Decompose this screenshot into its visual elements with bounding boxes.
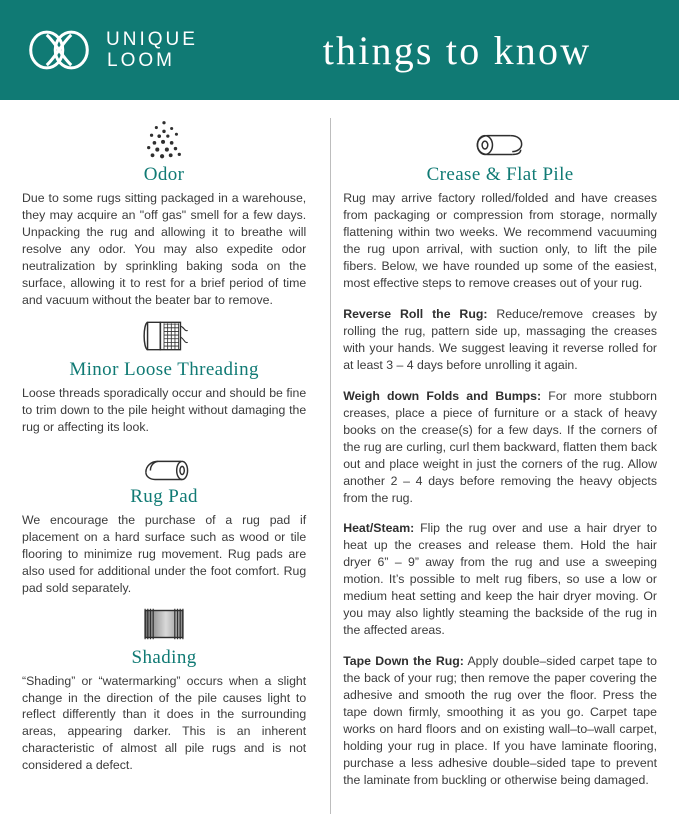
crease-intro-paragraph: Rug may arrive factory rolled/folded and have creases from packaging or compression from storage, normally flattening within two weeks. We recommend vacuuming the rug upon arrival, with suction only, to lift the pile fibers. Below, we have rounded up some of the easiest, most effective steps to remove creases out of your rug. (343, 191, 657, 290)
right-column (341, 114, 657, 824)
section-title-crease-flat-pile: Crease & Flat Pile (426, 164, 574, 185)
section-body-odor: Due to some rugs sitting packaged in a warehouse, they may acquire an "off gas" smell for a few days. Unpacking the rug and allowing it to breathe will resolve any odor. You may also expedite odor neutralization by sprinkling baking soda on the surface, allowing it to rest for a brief period of time and vacuum without the beater bar to remove. (22, 191, 307, 307)
unique-loom-monogram-icon (26, 28, 92, 72)
section-body-minor-loose-threading: Loose threads sporadically occur and should be fine to trim down to the pile height without damaging the rug or affecting its look. (22, 385, 307, 434)
brand-line-2: LOOM (107, 50, 175, 71)
brand-line-1: UNIQUE (106, 28, 198, 50)
page-title: things to know (322, 27, 592, 73)
crease-heat-steam-paragraph (343, 520, 657, 639)
loose-threading-rug-icon (22, 309, 306, 357)
content-area (0, 100, 679, 824)
section-title-rug-pad: Rug Pad (130, 485, 198, 507)
section-odor (22, 114, 306, 309)
column-divider (330, 118, 331, 814)
crease-tape-down-paragraph (343, 653, 657, 789)
section-title-minor-loose-threading: Minor Loose Threading (69, 358, 259, 380)
dots-off-gas-icon (22, 114, 306, 162)
section-title-odor: Odor (143, 164, 185, 185)
text-heat-steam: Flip the rug over and use a hair dryer to heat up the creases and release them. Hold the hair dryer 6” – 9” away from the rug and use a sweeping motion. It’s possible to melt rug fibers, so use a low or medium heat setting and keep the hair dryer moving. Or you may also lightly steaming the backside of the rug in the affected areas. (343, 521, 657, 638)
rolled-rug-pad-icon (22, 436, 306, 484)
brand-wordmark (106, 29, 198, 72)
text-tape-down: Apply double–sided carpet tape to the back of your rug; then remove the paper covering the adhesive and smooth the rug over the floor. Press the tape down firmly, smoothing it as you go. Carpet tape works on hard floors and on existing wall–to–wall carpet, holding your rug in place. If you have laminate flooring, purchase a less adhesive double–sided tape to prevent the laminate from buckling or otherwise being damaged. (343, 654, 657, 788)
curled-rug-crease-icon (343, 114, 657, 162)
section-body-rug-pad: We encourage the purchase of a rug pad if placement on a hard surface such as wood or tile flooring to minimize rug movement. Rug pads are also used for additional under the foot comfort. Rug pad sold separately. (22, 512, 307, 595)
section-title-shading: Shading (131, 646, 197, 668)
lead-reverse-roll: Reverse Roll the Rug: (343, 306, 488, 321)
text-reverse-roll: Reduce/remove creases by rolling the rug, pattern side up, massaging the creases with your hands. We suggest leaving it reverse rolled for at least 3 – 4 days before unrolling it again. (343, 306, 657, 372)
crease-reverse-roll-paragraph (343, 306, 657, 374)
page-header (0, 0, 679, 100)
left-column (22, 114, 320, 824)
section-body-shading: “Shading” or “watermarking” occurs when a slight change in the direction of the pile causes light to reflect differently than it does in the surrounding areas, appearing darker. This is an inherent characteristic of almost all pile rugs and is not considered a defect. (22, 673, 307, 773)
crease-weigh-down-paragraph (343, 388, 657, 507)
shaded-rug-icon (22, 597, 306, 645)
text-weigh-down: For more stubborn creases, place a piece of furniture or a stack of heavy books on the crease(s) for a few days. If the corners of the rug are curling, curl them backward, flatten them back out and place weight in just the corners of the rug. Allow another 2 – 4 days before removing the heavy objects from the rug. (343, 388, 657, 505)
lead-weigh-down: Weigh down Folds and Bumps: (343, 388, 542, 403)
lead-heat-steam: Heat/Steam: (343, 521, 415, 536)
section-shading (22, 597, 306, 775)
section-rug-pad (22, 436, 306, 597)
lead-tape-down: Tape Down the Rug: (343, 654, 464, 669)
brand-lockup (26, 28, 281, 72)
section-minor-loose-threading (22, 309, 306, 436)
